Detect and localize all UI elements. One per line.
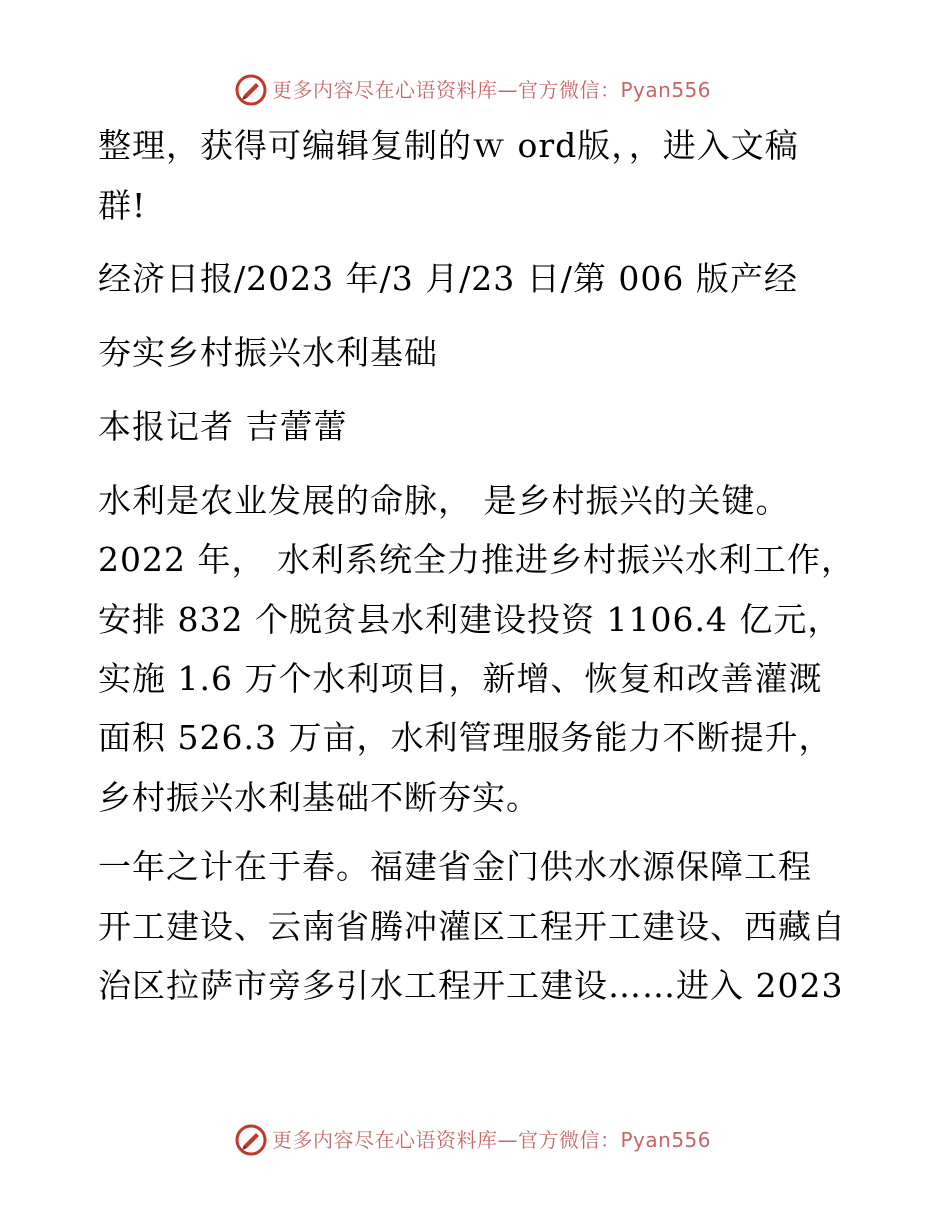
text-line: 整理，获得可编辑复制的ｗ ord版，，进入文稿 (98, 126, 799, 165)
publication-line: 经济日报/2023 年/3 月/23 日/第 006 版产经 (98, 259, 798, 298)
text-line: 乡村振兴水利基础不断夯实。 (98, 778, 540, 817)
text-line: 开工建设、云南省腾冲灌区工程开工建设、西藏自 (98, 907, 846, 946)
logo-icon (234, 1123, 268, 1157)
banner-text: 更多内容尽在心语资料库—官方微信：Pyan556 (272, 1128, 712, 1152)
text-line: 2022 年， 水利系统全力推进乡村振兴水利工作， (98, 540, 855, 579)
article-title: 夯实乡村振兴水利基础 (98, 333, 438, 372)
text-line: 治区拉萨市旁多引水工程开工建设……进入 2023 (98, 966, 844, 1005)
text-line: 水利是农业发展的命脉， 是乡村振兴的关键。 (98, 481, 790, 520)
text-line: 一年之计在于春。福建省金门供水水源保障工程 (98, 847, 812, 886)
banner-text: 更多内容尽在心语资料库—官方微信：Pyan556 (272, 78, 712, 102)
text-line: 实施 1.6 万个水利项目，新增、恢复和改善灌溉 (98, 659, 823, 698)
logo-icon (234, 73, 268, 107)
article-author: 本报记者 吉蕾蕾 (98, 407, 348, 446)
footer-banner (0, 1120, 950, 1160)
text-line: 安排 832 个脱贫县水利建设投资 1106.4 亿元， (98, 600, 842, 639)
text-line: 群! (98, 186, 147, 225)
header-banner (0, 70, 950, 110)
text-line: 面积 526.3 万亩，水利管理服务能力不断提升， (98, 718, 833, 757)
